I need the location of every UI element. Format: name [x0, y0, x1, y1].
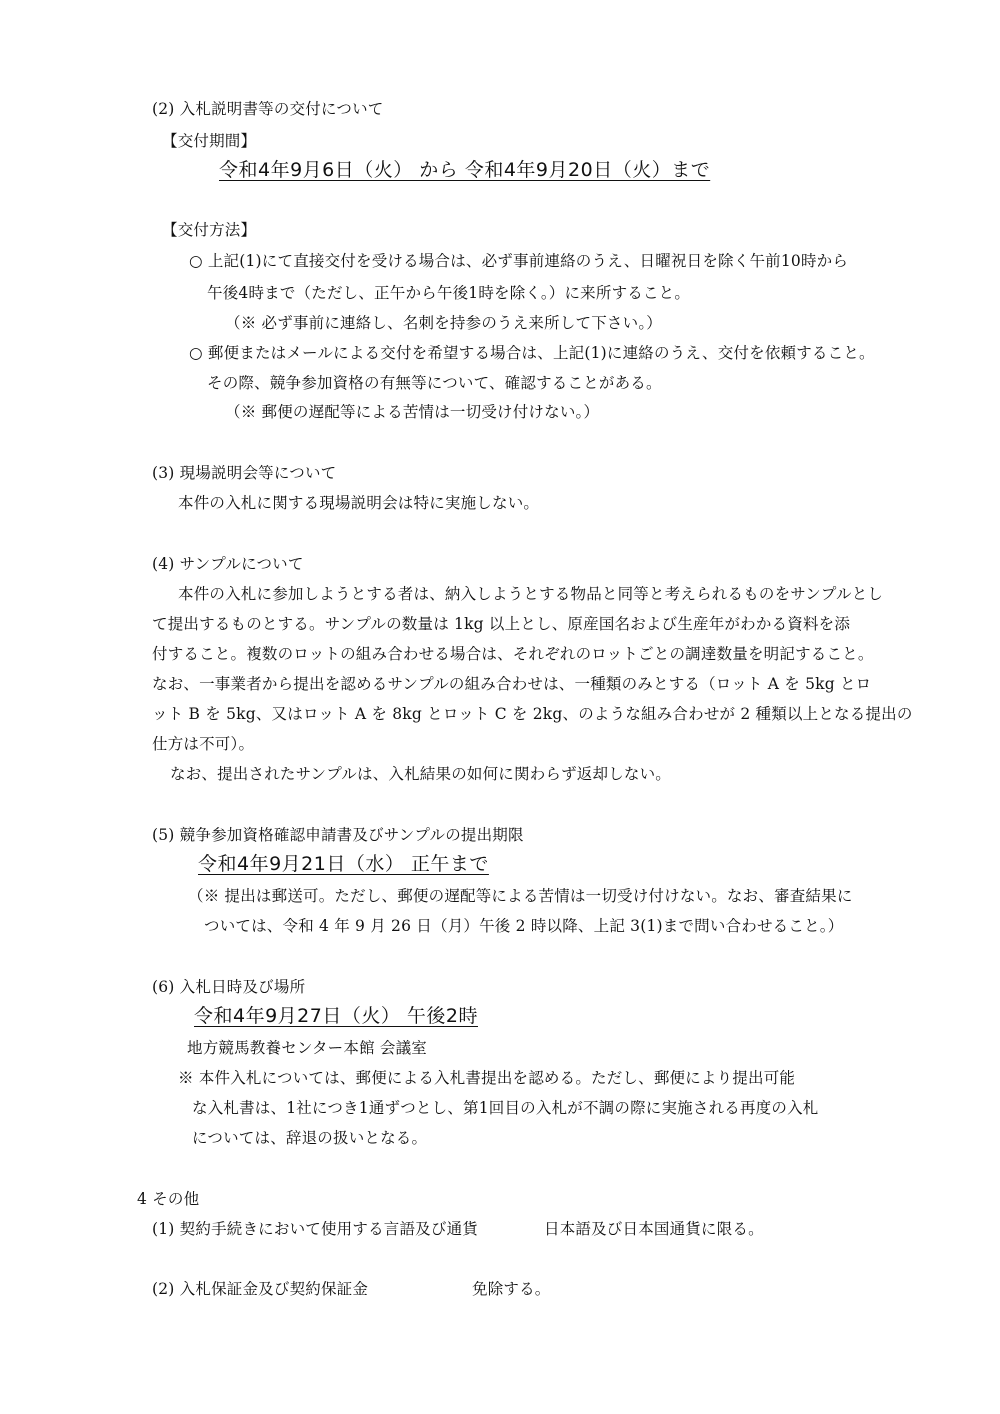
- method-item-1-note: （※ 必ず事前に連絡し、名刺を持参のうえ来所して下さい。）: [225, 314, 662, 332]
- delivery-period-label: 【交付期間】: [162, 132, 257, 150]
- section-2-heading: (2) 入札説明書等の交付について: [152, 100, 384, 118]
- sample-paragraph-line-3: 付すること。複数のロットの組み合わせる場合は、それぞれのロットごとの調達数量を明記すること。: [152, 645, 874, 663]
- section-other-heading: 4 その他: [137, 1190, 200, 1208]
- other-item-2-label: (2) 入札保証金及び契約保証金: [152, 1280, 369, 1298]
- sample-paragraph-line-2: て提出するものとする。サンプルの数量は 1kg 以上とし、原産国名および生産年がわかる資料を添: [152, 615, 851, 633]
- section-3-heading: (3) 現場説明会等について: [152, 464, 337, 482]
- other-item-2-value: 免除する。: [472, 1280, 551, 1298]
- section-4-heading: (4) サンプルについて: [152, 555, 304, 573]
- bid-place: 地方競馬教養センター本館 会議室: [187, 1039, 428, 1057]
- method-item-2-note: （※ 郵便の遅配等による苦情は一切受け付けない。）: [225, 403, 600, 421]
- bid-note-line-1: ※ 本件入札については、郵便による入札書提出を認める。ただし、郵便により提出可能: [178, 1069, 796, 1087]
- sample-paragraph-line-6: 仕方は不可）。: [152, 735, 255, 753]
- delivery-method-label: 【交付方法】: [162, 221, 257, 239]
- sample-paragraph-line-1: 本件の入札に参加しようとする者は、納入しようとする物品と同等と考えられるものをサンプルとし: [178, 585, 884, 603]
- sample-paragraph-2: なお、提出されたサンプルは、入札結果の如何に関わらず返却しない。: [170, 765, 672, 783]
- deadline-note-line-2: ついては、令和 4 年 9 月 26 日（月）午後 2 時以降、上記 3(1)まで問い合わせること。）: [204, 917, 844, 935]
- delivery-period-value: 令和4年9月6日（火） から 令和4年9月20日（火）まで: [219, 159, 711, 181]
- sample-paragraph-line-5: ット B を 5kg、又はロット A を 8kg とロット C を 2kg、のような組み合わせが 2 種類以上となる提出の: [152, 705, 913, 723]
- other-item-1-label: (1) 契約手続きにおいて使用する言語及び通貨: [152, 1220, 478, 1238]
- section-3-body: 本件の入札に関する現場説明会は特に実施しない。: [178, 494, 540, 512]
- method-item-1-line-1: ○ 上記(1)にて直接交付を受ける場合は、必ず事前連絡のうえ、日曜祝日を除く午前10時から: [189, 252, 849, 270]
- sample-paragraph-line-4: なお、一事業者から提出を認めるサンプルの組み合わせは、一種類のみとする（ロット A を 5kg とロ: [152, 675, 872, 693]
- bid-note-line-2: な入札書は、1社につき1通ずつとし、第1回目の入札が不調の際に実施される再度の入札: [192, 1099, 819, 1117]
- other-item-1-value: 日本語及び日本国通貨に限る。: [544, 1220, 764, 1238]
- method-item-1-line-2: 午後4時まで（ただし、正午から午後1時を除く。）に来所すること。: [207, 284, 691, 302]
- bid-datetime: 令和4年9月27日（火） 午後2時: [194, 1005, 478, 1027]
- method-item-2-line-1: ○ 郵便またはメールによる交付を希望する場合は、上記(1)に連絡のうえ、交付を依頼すること。: [189, 344, 875, 362]
- method-item-2-line-2: その際、競争参加資格の有無等について、確認することがある。: [207, 374, 662, 392]
- submission-deadline: 令和4年9月21日（水） 正午まで: [198, 853, 489, 875]
- bid-note-line-3: については、辞退の扱いとなる。: [192, 1129, 428, 1147]
- section-5-heading: (5) 競争参加資格確認申請書及びサンプルの提出期限: [152, 826, 524, 844]
- section-6-heading: (6) 入札日時及び場所: [152, 978, 306, 996]
- deadline-note-line-1: （※ 提出は郵送可。ただし、郵便の遅配等による苦情は一切受け付けない。なお、審査結果に: [188, 887, 853, 905]
